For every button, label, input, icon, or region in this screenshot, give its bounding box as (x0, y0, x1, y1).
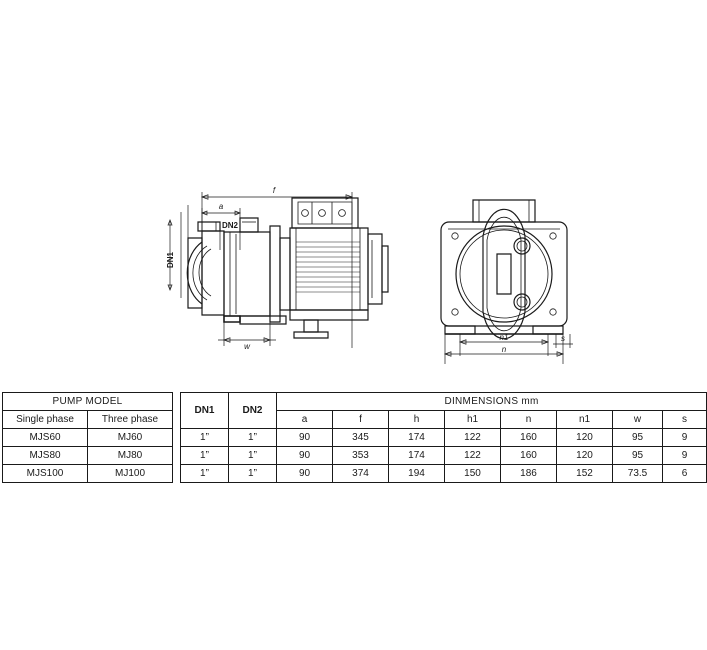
cell-w: 73.5 (613, 465, 663, 483)
pump-front-view (415, 150, 615, 380)
cell-gap (173, 429, 181, 447)
pump-side-view (80, 150, 440, 380)
svg-text:a: a (218, 202, 224, 211)
svg-text:s: s (561, 334, 565, 343)
header-dim-s: s (663, 411, 707, 429)
header-three-phase: Three phase (88, 411, 173, 429)
cell-w: 95 (613, 429, 663, 447)
cell-a: 90 (277, 447, 333, 465)
cell-h: 194 (389, 465, 445, 483)
cell-f: 353 (333, 447, 389, 465)
cell-h1: 150 (445, 465, 501, 483)
cell-f: 345 (333, 429, 389, 447)
table-header-row-sub (3, 411, 707, 429)
cell-n1: 120 (557, 447, 613, 465)
cell-w: 95 (613, 447, 663, 465)
cell-dn2: 1” (229, 429, 277, 447)
header-dim-a: a (277, 411, 333, 429)
cell-gap (173, 447, 181, 465)
header-dim-h: h (389, 411, 445, 429)
cell-n: 160 (501, 447, 557, 465)
header-dim-f: f (333, 411, 389, 429)
header-dim-h1: h1 (445, 411, 501, 429)
header-single-phase: Single phase (3, 411, 88, 429)
header-dn2: DN2 (229, 393, 277, 429)
header-gap-2 (173, 411, 181, 429)
cell-single-phase: MJS100 (3, 465, 88, 483)
header-dim-n: n (501, 411, 557, 429)
cell-s: 9 (663, 429, 707, 447)
header-dim-n1: n1 (557, 411, 613, 429)
cell-n1: 152 (557, 465, 613, 483)
cell-s: 6 (663, 465, 707, 483)
cell-n: 160 (501, 429, 557, 447)
cell-dn1: 1” (181, 429, 229, 447)
header-gap (173, 393, 181, 411)
header-dim-w: w (613, 411, 663, 429)
dimensions-table-wrapper (2, 392, 688, 483)
table-row (3, 465, 707, 483)
cell-h: 174 (389, 429, 445, 447)
table-header-row-groups (3, 393, 707, 411)
svg-text:DN1: DN1 (166, 251, 175, 269)
svg-text:n: n (501, 345, 507, 354)
cell-single-phase: MJS60 (3, 429, 88, 447)
cell-h1: 122 (445, 429, 501, 447)
cell-n: 186 (501, 465, 557, 483)
table-row (3, 429, 707, 447)
cell-dn2: 1” (229, 447, 277, 465)
cell-f: 374 (333, 465, 389, 483)
cell-s: 9 (663, 447, 707, 465)
cell-h: 174 (389, 447, 445, 465)
cell-a: 90 (277, 465, 333, 483)
header-dn1: DN1 (181, 393, 229, 429)
svg-text:w: w (244, 342, 250, 351)
drawings-area (0, 150, 650, 380)
header-dimensions: DINMENSIONS mm (277, 393, 707, 411)
cell-n1: 120 (557, 429, 613, 447)
svg-text:f: f (272, 186, 276, 195)
svg-text:DN2: DN2 (222, 221, 239, 230)
cell-gap (173, 465, 181, 483)
cell-three-phase: MJ60 (88, 429, 173, 447)
cell-three-phase: MJ80 (88, 447, 173, 465)
cell-three-phase: MJ100 (88, 465, 173, 483)
cell-a: 90 (277, 429, 333, 447)
table-row (3, 447, 707, 465)
dimensions-table (2, 392, 707, 483)
cell-single-phase: MJS80 (3, 447, 88, 465)
cell-dn1: 1” (181, 465, 229, 483)
cell-dn2: 1” (229, 465, 277, 483)
cell-dn1: 1” (181, 447, 229, 465)
cell-h1: 122 (445, 447, 501, 465)
svg-text:n1: n1 (499, 333, 509, 342)
header-pump-model: PUMP MODEL (3, 393, 173, 411)
